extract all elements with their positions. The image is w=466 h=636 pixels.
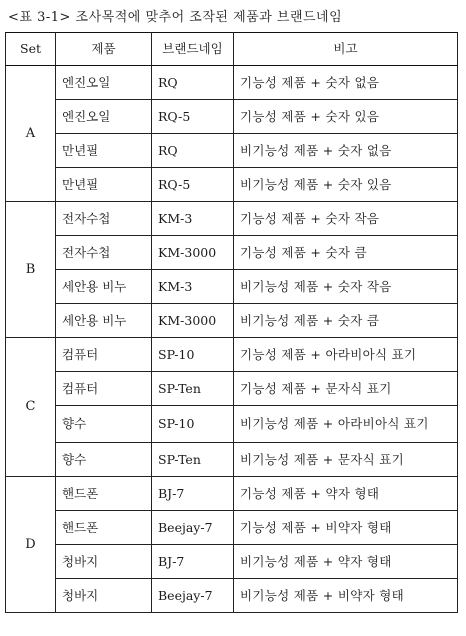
note-cell: 기능성 제품 + 숫자 있음 <box>234 100 458 134</box>
brand-cell: Beejay-7 <box>152 579 234 613</box>
set-cell: C <box>6 338 56 477</box>
table-row <box>6 443 458 477</box>
note-cell: 기능성 제품 + 약자 형태 <box>234 477 458 511</box>
brand-cell: SP-10 <box>152 338 234 372</box>
brand-cell: RQ-5 <box>152 168 234 202</box>
brand-cell: SP-Ten <box>152 443 234 477</box>
brand-cell: KM-3 <box>152 270 234 304</box>
table-row <box>6 134 458 168</box>
set-cell: D <box>6 477 56 613</box>
note-cell: 비기능성 제품 + 숫자 없음 <box>234 134 458 168</box>
product-cell: 청바지 <box>56 579 152 613</box>
note-cell: 비기능성 제품 + 문자식 표기 <box>234 443 458 477</box>
table-row <box>6 545 458 579</box>
header-note: 비고 <box>234 33 458 66</box>
product-cell: 핸드폰 <box>56 477 152 511</box>
product-cell: 만년필 <box>56 168 152 202</box>
brand-cell: SP-Ten <box>152 372 234 406</box>
product-cell: 만년필 <box>56 134 152 168</box>
product-cell: 엔진오일 <box>56 66 152 100</box>
header-product: 제품 <box>56 33 152 66</box>
product-cell: 세안용 비누 <box>56 270 152 304</box>
set-cell: B <box>6 202 56 338</box>
note-cell: 비기능성 제품 + 약자 형태 <box>234 545 458 579</box>
product-cell: 컴퓨터 <box>56 372 152 406</box>
brand-cell: KM-3 <box>152 202 234 236</box>
header-brand-name: 브랜드네임 <box>152 33 234 66</box>
set-cell: A <box>6 66 56 202</box>
note-cell: 비기능성 제품 + 숫자 있음 <box>234 168 458 202</box>
table-caption: <표 3-1> 조사목적에 맞추어 조작된 제품과 브랜드네임 <box>8 10 343 25</box>
table-row <box>6 372 458 406</box>
brand-cell: Beejay-7 <box>152 511 234 545</box>
table-row <box>6 202 458 236</box>
product-cell: 엔진오일 <box>56 100 152 134</box>
table-row <box>6 270 458 304</box>
product-cell: 세안용 비누 <box>56 304 152 338</box>
product-cell: 청바지 <box>56 545 152 579</box>
brand-cell: KM-3000 <box>152 304 234 338</box>
brand-cell: KM-3000 <box>152 236 234 270</box>
brand-cell: RQ <box>152 66 234 100</box>
table-row <box>6 477 458 511</box>
brand-cell: RQ <box>152 134 234 168</box>
note-cell: 비기능성 제품 + 아라비아식 표기 <box>234 406 458 443</box>
brand-cell: SP-10 <box>152 406 234 443</box>
note-cell: 비기능성 제품 + 숫자 작음 <box>234 270 458 304</box>
header-set: Set <box>6 33 56 66</box>
product-brand-table <box>5 32 458 613</box>
note-cell: 기능성 제품 + 숫자 큼 <box>234 236 458 270</box>
table-row <box>6 338 458 372</box>
product-cell: 컴퓨터 <box>56 338 152 372</box>
header-row <box>6 33 458 66</box>
note-cell: 기능성 제품 + 숫자 없음 <box>234 66 458 100</box>
table-row <box>6 511 458 545</box>
note-cell: 비기능성 제품 + 숫자 큼 <box>234 304 458 338</box>
product-cell: 전자수첩 <box>56 202 152 236</box>
table-row <box>6 406 458 443</box>
brand-cell: RQ-5 <box>152 100 234 134</box>
product-cell: 향수 <box>56 443 152 477</box>
note-cell: 기능성 제품 + 비약자 형태 <box>234 511 458 545</box>
table-row <box>6 304 458 338</box>
table-row <box>6 168 458 202</box>
note-cell: 기능성 제품 + 아라비아식 표기 <box>234 338 458 372</box>
note-cell: 비기능성 제품 + 비약자 형태 <box>234 579 458 613</box>
product-cell: 핸드폰 <box>56 511 152 545</box>
brand-cell: BJ-7 <box>152 477 234 511</box>
table-row <box>6 579 458 613</box>
table-row <box>6 236 458 270</box>
note-cell: 기능성 제품 + 숫자 작음 <box>234 202 458 236</box>
product-cell: 향수 <box>56 406 152 443</box>
brand-cell: BJ-7 <box>152 545 234 579</box>
note-cell: 기능성 제품 + 문자식 표기 <box>234 372 458 406</box>
table-row <box>6 66 458 100</box>
table-row <box>6 100 458 134</box>
product-cell: 전자수첩 <box>56 236 152 270</box>
